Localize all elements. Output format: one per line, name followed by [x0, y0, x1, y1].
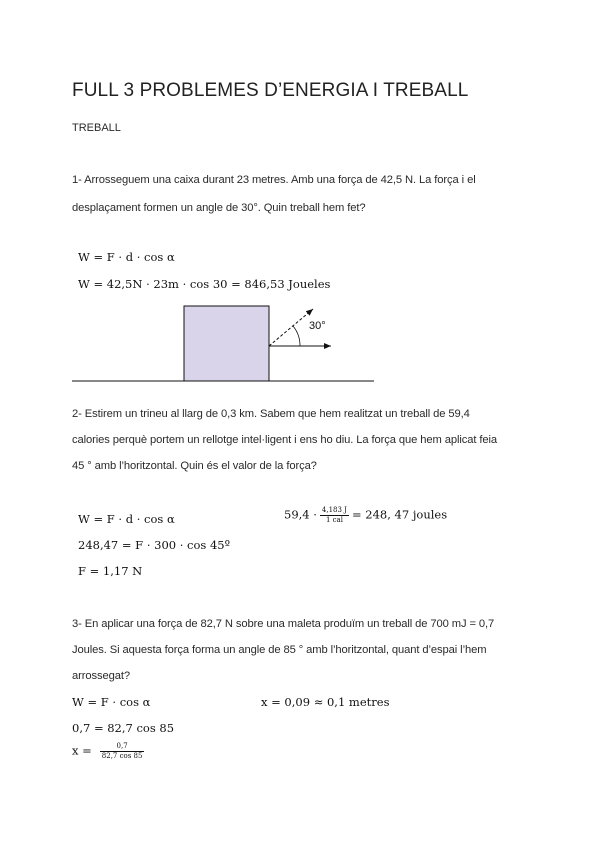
problem1-equation-2: W = 42,5N · 23m · cos 30 = 846,53 Joueles — [78, 277, 331, 291]
problem1-equation-1: W = F · d · cos α — [78, 250, 175, 264]
problem2-text-line3: 45 ° amb l’horitzontal. Quin és el valor de la força? — [72, 460, 317, 472]
page-title: FULL 3 PROBLEMES D’ENERGIA I TREBALL — [72, 80, 469, 101]
problem3-result: x = 0,09 ≈ 0,1 metres — [261, 695, 390, 709]
problem3-text-line1: 3- En aplicar una força de 82,7 N sobre una maleta produïm un treball de 700 mJ = 0,7 — [72, 618, 495, 630]
problem2-text-line1: 2- Estirem un trineu al llarg de 0,3 km. Sabem que hem realitzat un treball de 59,4 — [72, 408, 470, 420]
problem2-text-line2: calories perquè portem un rellotge intel·ligent i ens ho diu. La força que hem aplicat feia — [72, 434, 497, 446]
conversion-fraction — [320, 506, 349, 525]
problem1-text-line1: 1- Arrosseguem una caixa durant 23 metres. Amb una força de 42,5 N. La força i el — [72, 174, 476, 186]
problem2-equation-3: F = 1,17 N — [78, 564, 143, 578]
section-heading: TREBALL — [72, 122, 121, 134]
box-shape — [184, 306, 269, 381]
conversion-result: = 248, 47 joules — [352, 507, 448, 522]
problem3-equation-1: W = F · cos α — [72, 695, 151, 709]
problem2-equation-2: 248,47 = F · 300 · cos 45º — [78, 538, 231, 552]
equation3-numerator: 0,7 — [100, 742, 145, 752]
equation3-fraction — [100, 742, 145, 761]
conversion-numerator: 4,183 J — [321, 506, 347, 514]
problem3-equation-3 — [72, 742, 147, 761]
angle-label: 30° — [309, 320, 326, 332]
conversion-denominator: 1 cal — [325, 516, 343, 524]
problem3-text-line3: arrossegat? — [72, 670, 130, 682]
problem2-equation-1: W = F · d · cos α — [78, 512, 175, 526]
problem1-text-line2: desplaçament formen un angle de 30°. Quin treball hem fet? — [72, 202, 366, 214]
conversion-value: 59,4 · — [284, 507, 317, 522]
equation3-denominator: 82,7 cos 85 — [101, 752, 143, 760]
problem2-conversion — [284, 506, 447, 525]
force-arrow — [269, 309, 313, 346]
problem3-equation-2: 0,7 = 82,7 cos 85 — [72, 721, 175, 735]
equation3-lhs: x = — [72, 743, 92, 758]
problem3-text-line2: Joules. Si aquesta força forma un angle de 85 ° amb l’horitzontal, quant d’espai l’hem — [72, 644, 487, 656]
angle-arc — [293, 326, 300, 346]
